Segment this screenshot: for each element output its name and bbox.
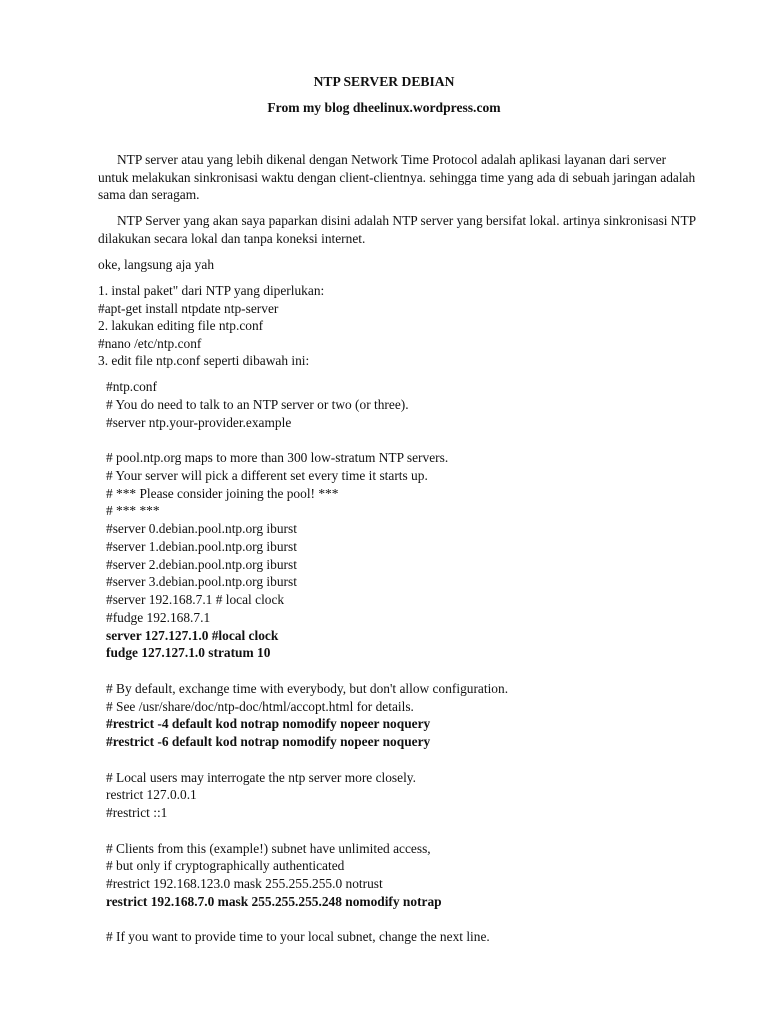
code-line: #server 0.debian.pool.ntp.org iburst	[106, 521, 297, 536]
blank-line	[106, 751, 706, 769]
document-subtitle: From my blog dheelinux.wordpress.com	[267, 100, 501, 115]
paragraph-text: NTP server atau yang lebih dikenal dengan Network Time Protocol adalah aplikasi layanan dari server untuk melakukan sinkronisasi waktu dengan client-clientnya. sehingga time yang ada di sebuah jaringan adalah sama dan seragam.	[98, 152, 696, 203]
code-line: #server 192.168.7.1 # local clock	[106, 592, 285, 607]
code-line: # If you want to provide time to your local subnet, change the next line.	[106, 929, 490, 945]
ntp-conf-listing	[106, 378, 706, 946]
step-line: 3. edit file ntp.conf seperti dibawah ini:	[98, 353, 310, 369]
code-line-bold: server 127.127.1.0 #local clock	[106, 627, 279, 643]
code-line: # Your server will pick a different set every time it starts up.	[106, 467, 428, 483]
code-line: restrict 127.0.0.1	[106, 787, 197, 803]
code-line: # You do need to talk to an NTP server or two (or three).	[106, 396, 409, 412]
code-line-bold: restrict 192.168.7.0 mask 255.255.255.248 nomodify notrap	[106, 893, 442, 909]
code-line: #server ntp.your-provider.example	[106, 414, 292, 430]
blank-line	[106, 662, 706, 680]
code-line: #ntp.conf	[106, 379, 157, 394]
code-line: #restrict 192.168.123.0 mask 255.255.255.0 notrust	[106, 876, 383, 891]
intro-text: oke, langsung aja yah	[98, 257, 215, 272]
code-line: #server 3.debian.pool.ntp.org iburst	[106, 574, 297, 590]
step-line: #nano /etc/ntp.conf	[98, 335, 202, 351]
intro-line	[98, 256, 698, 274]
step-line: 2. lakukan editing file ntp.conf	[98, 318, 264, 334]
code-line-bold: #restrict -4 default kod notrap nomodify nopeer noquery	[106, 716, 431, 732]
code-line: # but only if cryptographically authenticated	[106, 858, 345, 874]
blank-line	[106, 911, 706, 929]
code-line: #restrict ::1	[106, 805, 168, 820]
intro-paragraph-1	[98, 151, 698, 204]
code-line: #fudge 192.168.7.1	[106, 609, 211, 625]
step-line: #apt-get install ntpdate ntp-server	[98, 300, 279, 316]
blank-line	[106, 431, 706, 449]
blank-line	[106, 822, 706, 840]
code-line: # See /usr/share/doc/ntp-doc/html/accopt.html for details.	[106, 698, 414, 714]
code-line: # Local users may interrogate the ntp server more closely.	[106, 769, 416, 785]
paragraph-text: NTP Server yang akan saya paparkan disini adalah NTP server yang bersifat lokal. artinya sinkronisasi NTP dilakukan secara lokal dan tanpa koneksi internet.	[98, 213, 696, 246]
code-line-bold: #restrict -6 default kod notrap nomodify nopeer noquery	[106, 734, 431, 749]
steps-list	[98, 282, 698, 370]
code-line: # *** ***	[106, 503, 160, 519]
code-line: #server 1.debian.pool.ntp.org iburst	[106, 538, 297, 554]
code-line: # pool.ntp.org maps to more than 300 low-stratum NTP servers.	[106, 450, 449, 465]
code-line: # *** Please consider joining the pool! ***	[106, 485, 339, 501]
code-line-bold: fudge 127.127.1.0 stratum 10	[106, 645, 271, 661]
code-line: # Clients from this (example!) subnet have unlimited access,	[106, 840, 431, 856]
step-line: 1. instal paket" dari NTP yang diperlukan:	[98, 283, 325, 298]
code-line: # By default, exchange time with everybody, but don't allow configuration.	[106, 680, 509, 696]
intro-paragraph-2	[98, 212, 698, 247]
code-line: #server 2.debian.pool.ntp.org iburst	[106, 556, 297, 572]
document-title: NTP SERVER DEBIAN	[313, 74, 455, 89]
